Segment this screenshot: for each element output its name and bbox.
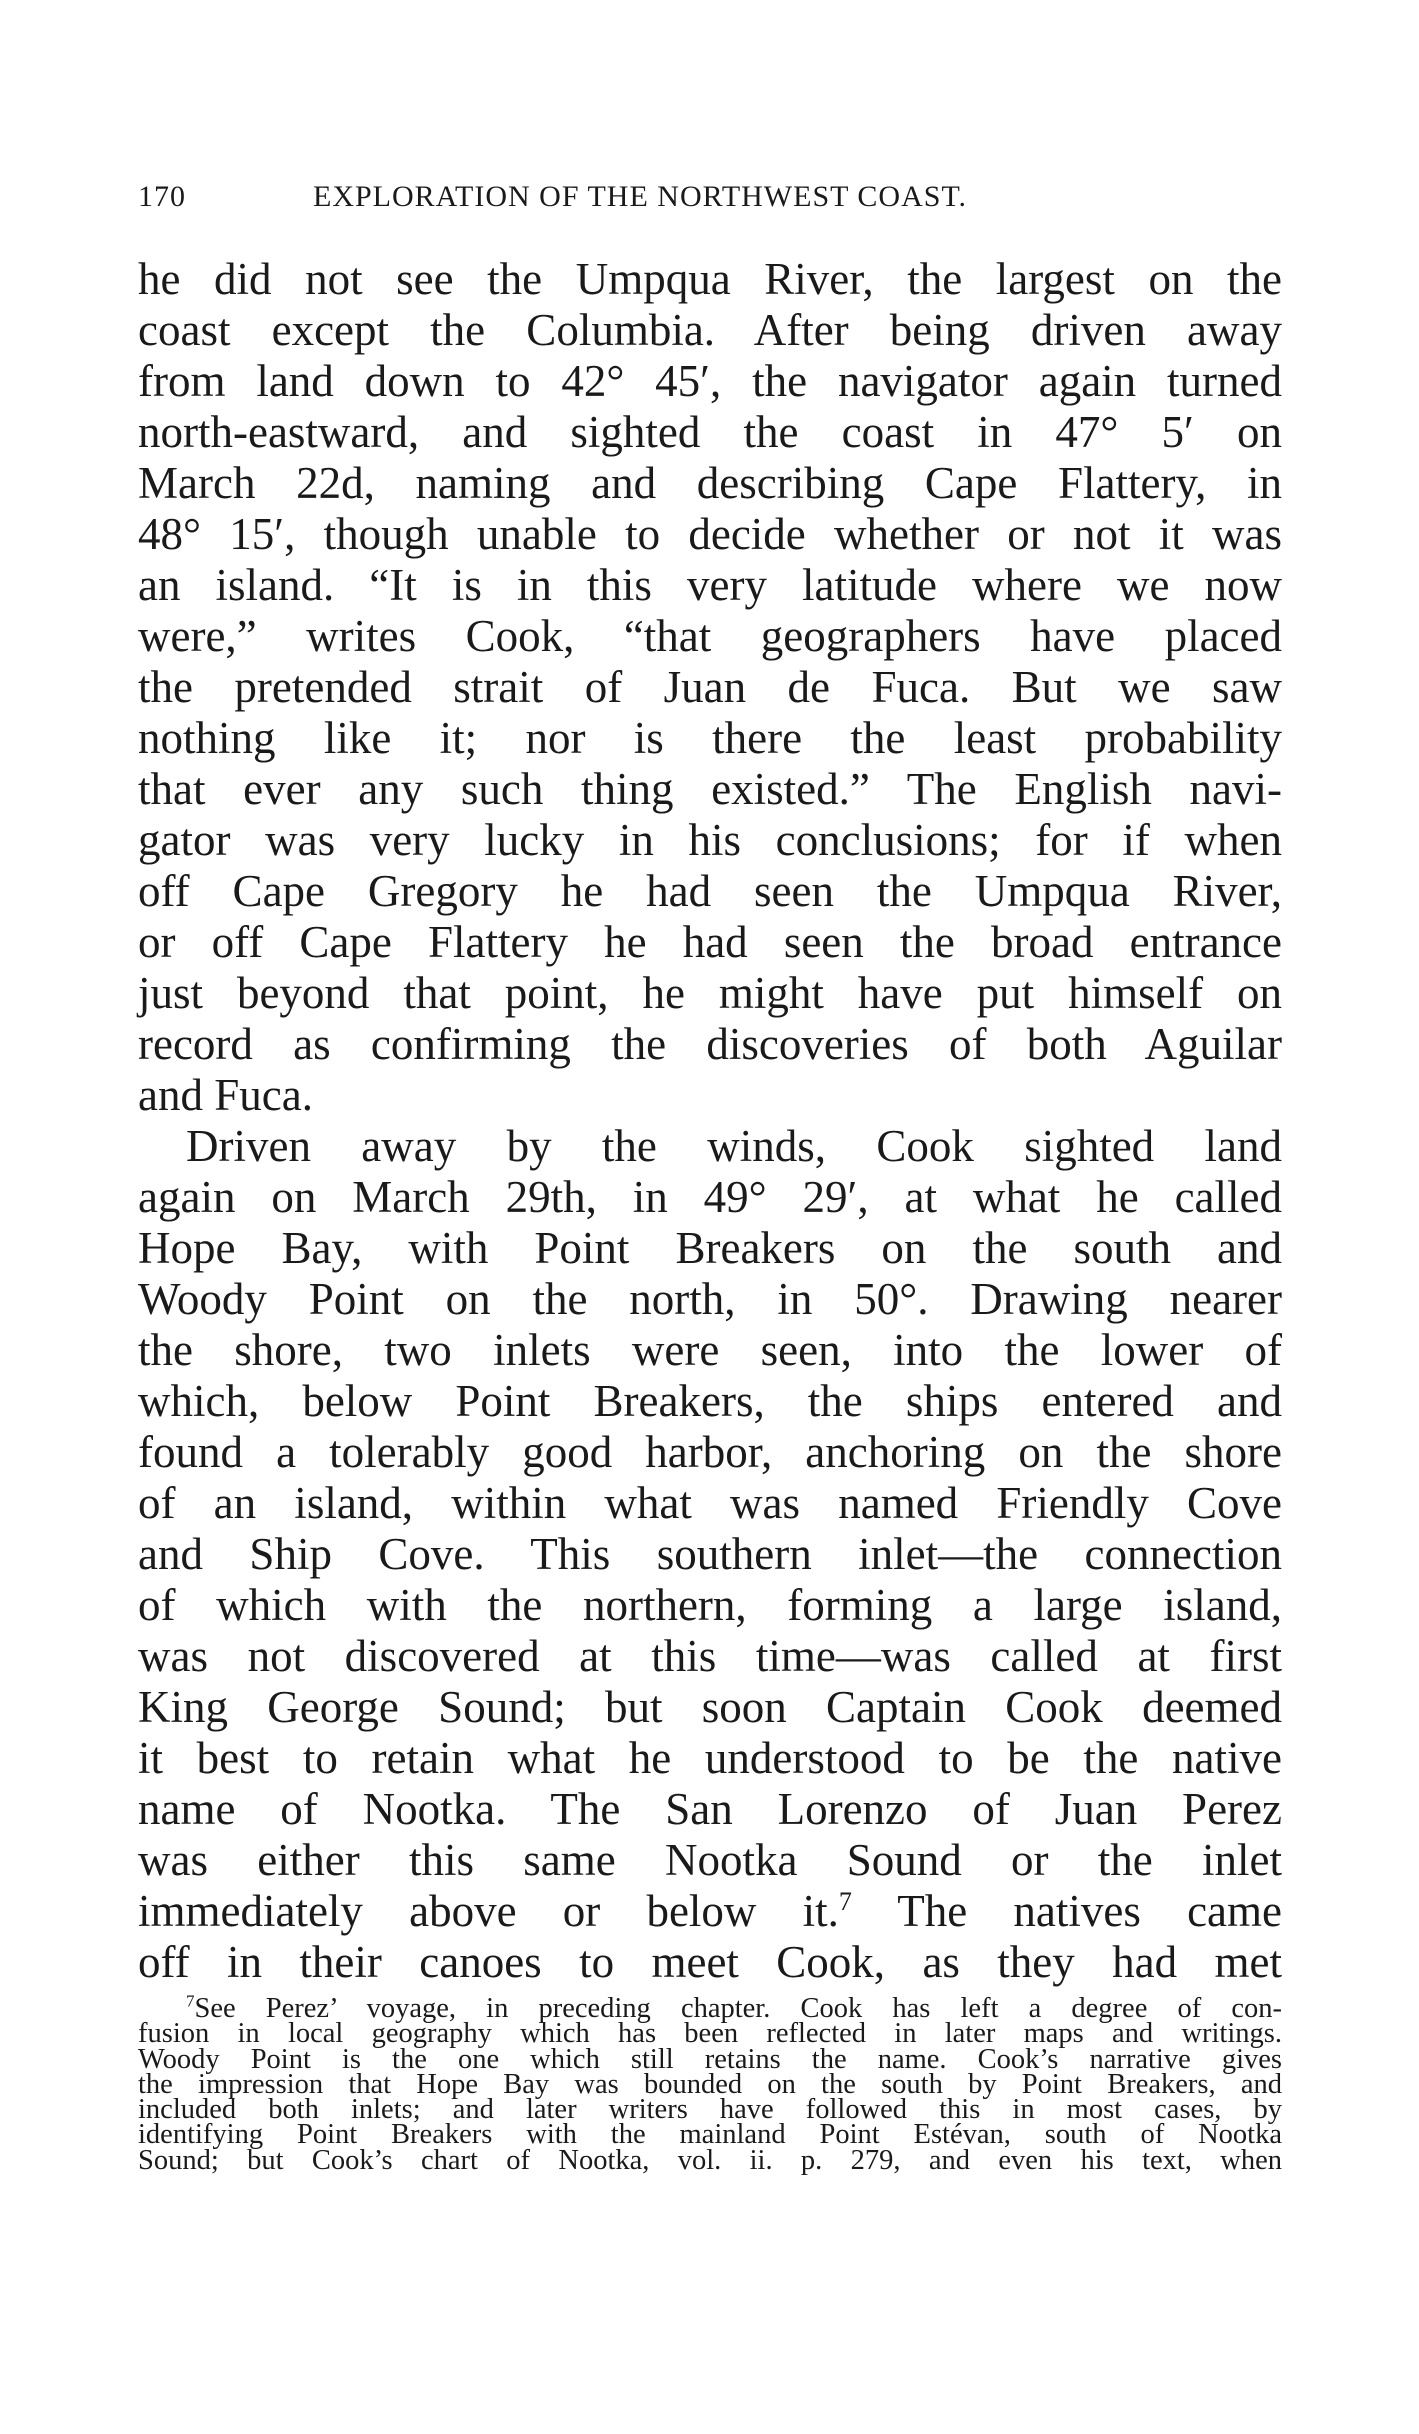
- footnote: [138, 1991, 1282, 2176]
- body-line: of an island, within what was named Friendly Cove: [138, 1478, 1282, 1528]
- footnote-reference: 7: [838, 1887, 852, 1916]
- footnote-line: the impression that Hope Bay was bounded on the south by Point Breakers, and: [138, 2068, 1282, 2100]
- footnote-line: fusion in local geography which has been reflected in later maps and writings.: [138, 2018, 1282, 2050]
- body-line: from land down to 42° 45′, the navigator again turned: [138, 356, 1282, 406]
- body-line-text: The natives came: [851, 1886, 1282, 1936]
- footnote-line: identifying Point Breakers with the mainland Point Estévan, south of Nootka: [138, 2119, 1282, 2151]
- body-line: off in their canoes to meet Cook, as they had met: [138, 1937, 1282, 1987]
- footnote-marker: 7: [186, 1991, 195, 2011]
- body-line: an island. “It is in this very latitude where we now: [138, 560, 1282, 610]
- body-line: and Fuca.: [138, 1070, 313, 1120]
- body-line: again on March 29th, in 49° 29′, at what he called: [138, 1172, 1282, 1222]
- body-line: name of Nootka. The San Lorenzo of Juan Perez: [138, 1784, 1282, 1834]
- body-line: was not discovered at this time—was called at first: [138, 1631, 1282, 1681]
- body-line-with-note-ref: [138, 1886, 1282, 1937]
- running-title: EXPLORATION OF THE NORTHWEST COAST.: [313, 180, 968, 213]
- body-line: that ever any such thing existed.” The English navi-: [138, 764, 1282, 814]
- body-line: found a tolerably good harbor, anchoring on the shore: [138, 1427, 1282, 1477]
- body-line: record as confirming the discoveries of both Aguilar: [138, 1019, 1282, 1069]
- body-line: he did not see the Umpqua River, the largest on the: [138, 254, 1282, 304]
- footnote-line: Woody Point is the one which still retains the name. Cook’s narrative gives: [138, 2043, 1282, 2075]
- footnote-text: See Perez’ voyage, in preceding chapter. Cook has left a degree of con-: [194, 1993, 1282, 2024]
- paragraph-start-line: Driven away by the winds, Cook sighted land: [186, 1121, 1282, 1171]
- body-line: March 22d, naming and describing Cape Flattery, in: [138, 458, 1282, 508]
- body-line: off Cape Gregory he had seen the Umpqua River,: [138, 866, 1282, 916]
- body-line: or off Cape Flattery he had seen the broad entrance: [138, 917, 1282, 967]
- page-number: 170: [138, 180, 186, 213]
- body-line: gator was very lucky in his conclusions; for if when: [138, 815, 1282, 865]
- body-line: which, below Point Breakers, the ships entered and: [138, 1376, 1282, 1426]
- body-line: north-eastward, and sighted the coast in 47° 5′ on: [138, 407, 1282, 457]
- body-line: King George Sound; but soon Captain Cook deemed: [138, 1682, 1282, 1732]
- footnote-line: included both inlets; and later writers have followed this in most cases, by: [138, 2094, 1282, 2126]
- footnote-line: Sound; but Cook’s chart of Nootka, vol. ii. p. 279, and even his text, when: [138, 2144, 1282, 2176]
- body-line: coast except the Columbia. After being driven away: [138, 305, 1282, 355]
- body-text: [138, 254, 1282, 1988]
- body-line: Woody Point on the north, in 50°. Drawing nearer: [138, 1274, 1282, 1324]
- body-line: of which with the northern, forming a large island,: [138, 1580, 1282, 1630]
- body-line: Hope Bay, with Point Breakers on the south and: [138, 1223, 1282, 1273]
- body-line: the pretended strait of Juan de Fuca. But we saw: [138, 662, 1282, 712]
- body-line: nothing like it; nor is there the least probability: [138, 713, 1282, 763]
- body-line: it best to retain what he understood to be the native: [138, 1733, 1282, 1783]
- body-line: 48° 15′, though unable to decide whether or not it was: [138, 509, 1282, 559]
- body-line-text: immediately above or below it.: [138, 1886, 839, 1936]
- running-header: [138, 174, 1288, 224]
- body-line: was either this same Nootka Sound or the inlet: [138, 1835, 1282, 1885]
- body-line: were,” writes Cook, “that geographers have placed: [138, 611, 1282, 661]
- body-line: and Ship Cove. This southern inlet—the connection: [138, 1529, 1282, 1579]
- body-line: the shore, two inlets were seen, into the lower of: [138, 1325, 1282, 1375]
- body-line: just beyond that point, he might have put himself on: [138, 968, 1282, 1018]
